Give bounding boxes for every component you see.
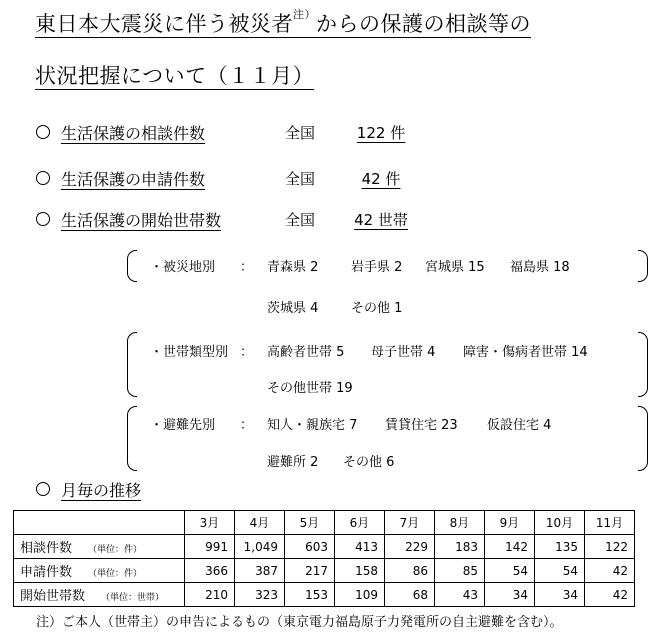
- row-unit: （単位：件）: [88, 545, 143, 555]
- row-label-text: 申請件数: [20, 565, 73, 580]
- monthly-table: [13, 510, 635, 607]
- table-cell: 158: [335, 559, 385, 583]
- table-cell: 34: [535, 583, 585, 607]
- stat-consultations-label: 生活保護の相談件数: [61, 124, 206, 143]
- month-header: 6月: [335, 511, 385, 535]
- bracket-right: [638, 250, 648, 282]
- bracket-left: [127, 332, 137, 397]
- title-text-a: 東日本大震災に伴う被災者: [35, 12, 293, 36]
- table-cell: 34: [485, 583, 535, 607]
- breakdown-item: 岩手県 2: [351, 260, 403, 275]
- month-header: 8月: [435, 511, 485, 535]
- month-header: 9月: [485, 511, 535, 535]
- breakdown-item: その他世帯 19: [267, 381, 353, 396]
- page-title-line2: 状況把握について（１１月）: [35, 64, 315, 88]
- page-title-line1: [35, 8, 531, 38]
- row-label: [14, 559, 185, 583]
- monthly-heading: 月毎の推移: [61, 481, 142, 500]
- table-cell: 43: [435, 583, 485, 607]
- table-cell: 1,049: [235, 535, 285, 559]
- month-header: 4月: [235, 511, 285, 535]
- table-cell: 387: [235, 559, 285, 583]
- stat-consultations-value: 122 件: [356, 124, 406, 142]
- title-text-b: からの保護の相談等の: [316, 12, 531, 36]
- bracket-right: [638, 406, 648, 471]
- table-cell: 142: [485, 535, 535, 559]
- stat-households-label: 生活保護の開始世帯数: [61, 211, 222, 230]
- breakdown-item: 避難所 2: [267, 455, 319, 470]
- month-header: 10月: [535, 511, 585, 535]
- breakdown-item: 茨城県 4: [267, 301, 319, 316]
- breakdown-item: 知人・親族宅 7: [267, 418, 358, 433]
- table-cell: 85: [435, 559, 485, 583]
- breakdown-item: 福島県 18: [510, 260, 570, 275]
- table-cell: 366: [185, 559, 235, 583]
- month-header: 5月: [285, 511, 335, 535]
- bullet-circle-icon: [36, 125, 50, 139]
- breakdown-item: 高齢者世帯 5: [267, 345, 345, 360]
- stat-households-region: 全国: [285, 211, 316, 229]
- breakdown-item: 母子世帯 4: [371, 345, 436, 360]
- breakdown-item: その他 6: [343, 455, 395, 470]
- breakdown-item: その他 1: [351, 301, 403, 316]
- stat-applications-label: 生活保護の申請件数: [61, 170, 206, 189]
- breakdown-colon: ：: [240, 418, 254, 433]
- bracket-left: [127, 406, 137, 471]
- table-row: [14, 583, 635, 607]
- row-unit: （単位：世帯）: [101, 593, 165, 603]
- table-cell: 183: [435, 535, 485, 559]
- table-cell: 217: [285, 559, 335, 583]
- stat-applications-value: 42 件: [361, 170, 401, 188]
- table-cell: 122: [585, 535, 635, 559]
- month-header: 7月: [385, 511, 435, 535]
- bullet-circle-icon: [36, 171, 50, 185]
- table-row: [14, 535, 635, 559]
- breakdown-item: 障害・傷病者世帯 14: [463, 345, 588, 360]
- stat-consultations-region: 全国: [285, 124, 316, 142]
- bracket-right: [638, 332, 648, 397]
- breakdown-colon: ：: [240, 345, 254, 360]
- breakdown-item: 仮設住宅 4: [487, 418, 552, 433]
- row-label-text: 開始世帯数: [20, 589, 86, 604]
- row-unit: （単位：件）: [88, 569, 143, 579]
- row-label: [14, 583, 185, 607]
- month-header: 11月: [585, 511, 635, 535]
- table-cell: 54: [535, 559, 585, 583]
- table-row: [14, 559, 635, 583]
- table-cell: 153: [285, 583, 335, 607]
- table-cell: 991: [185, 535, 235, 559]
- breakdown-area-label: ・被災地別: [150, 260, 216, 275]
- table-cell: 54: [485, 559, 535, 583]
- title-note-marker: 注）: [293, 8, 316, 21]
- bullet-circle-icon: [36, 212, 50, 226]
- breakdown-item: 賃貸住宅 23: [385, 418, 458, 433]
- table-cell: 42: [585, 583, 635, 607]
- table-cell: 603: [285, 535, 335, 559]
- breakdown-colon: ：: [240, 260, 254, 275]
- bullet-circle-icon: [36, 482, 50, 496]
- breakdown-item: 青森県 2: [267, 260, 319, 275]
- table-header-row: [14, 511, 635, 535]
- table-cell: 210: [185, 583, 235, 607]
- breakdown-item: 宮城県 15: [425, 260, 485, 275]
- table-cell: 68: [385, 583, 435, 607]
- table-cell: 109: [335, 583, 385, 607]
- table-corner-cell: [14, 511, 185, 535]
- breakdown-shelter-label: ・避難先別: [150, 418, 216, 433]
- table-cell: 42: [585, 559, 635, 583]
- table-cell: 229: [385, 535, 435, 559]
- table-cell: 86: [385, 559, 435, 583]
- breakdown-household-label: ・世帯類型別: [150, 345, 229, 360]
- footnote: 注）ご本人（世帯主）の申告によるもの（東京電力福島原子力発電所の自主避難を含む）。: [36, 615, 563, 630]
- table-cell: 323: [235, 583, 285, 607]
- table-cell: 135: [535, 535, 585, 559]
- row-label-text: 相談件数: [20, 541, 73, 556]
- bracket-left: [127, 250, 137, 282]
- stat-applications-region: 全国: [285, 170, 316, 188]
- table-cell: 413: [335, 535, 385, 559]
- month-header: 3月: [185, 511, 235, 535]
- row-label: [14, 535, 185, 559]
- stat-households-value: 42 世帯: [354, 211, 408, 229]
